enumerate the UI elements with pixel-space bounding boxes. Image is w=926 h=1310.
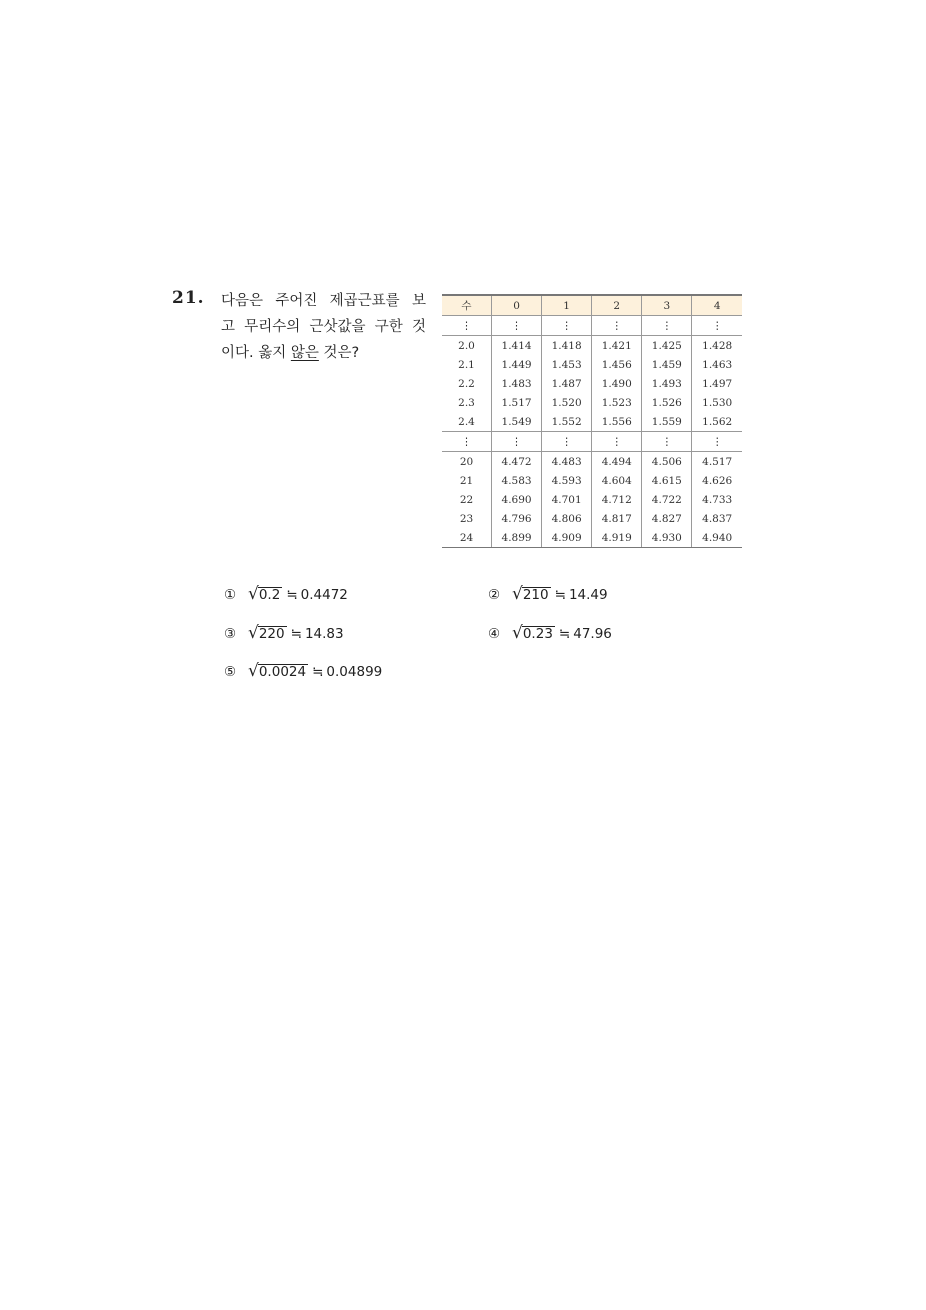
table-cell: 4.909 (542, 528, 592, 548)
table-cell: 1.456 (592, 355, 642, 374)
table-header-cell: 1 (542, 295, 592, 316)
table-cell: 1.483 (492, 374, 542, 393)
table-cell: 4.604 (592, 471, 642, 490)
table-cell: 1.562 (692, 412, 742, 432)
table-cell: ⋮ (492, 432, 542, 452)
choice-value: 47.96 (573, 625, 612, 642)
table-row-label: 23 (459, 512, 474, 525)
table-cell: 4.919 (592, 528, 642, 548)
table-cell: 4.483 (542, 452, 592, 472)
table-cell: 4.701 (542, 490, 592, 509)
stem-line-3-pre: 이다. 옳지 (221, 345, 291, 361)
table-cell: 4.806 (542, 509, 592, 528)
table-cell: ⋮ (642, 316, 692, 336)
table-cell: 1.414 (492, 336, 542, 356)
table-row (442, 316, 742, 336)
table-row-label: 2.1 (458, 358, 475, 371)
approx-symbol: ≒ (554, 586, 566, 603)
table-cell: 1.559 (642, 412, 692, 432)
square-root-table (442, 294, 742, 548)
table-cell: 4.583 (492, 471, 542, 490)
choice-2[interactable] (488, 586, 608, 603)
radical-sign-icon: √ (248, 584, 259, 604)
table-row (442, 509, 742, 528)
table-cell: 4.722 (642, 490, 692, 509)
table-cell: 4.494 (592, 452, 642, 472)
table-cell: 4.733 (692, 490, 742, 509)
table-cell: 4.930 (642, 528, 692, 548)
table-row-label: ⋮ (442, 316, 492, 336)
table-cell: 1.493 (642, 374, 692, 393)
table-cell: 1.556 (592, 412, 642, 432)
table-row-label: 2.4 (442, 412, 492, 432)
table-cell: 1.530 (692, 393, 742, 412)
table-cell: 1.418 (542, 336, 592, 356)
table-header-row (442, 295, 742, 316)
table-row-label: 20 (459, 455, 474, 468)
table-cell: 1.459 (642, 355, 692, 374)
choice-mark: ⑤ (224, 663, 237, 680)
radicand: 210 (522, 587, 549, 603)
choice-mark: ② (488, 586, 501, 603)
radicand: 0.23 (522, 626, 553, 642)
stem-emphasis: 않은 (290, 345, 319, 361)
table-cell: 1.425 (642, 336, 692, 356)
table-cell: 1.453 (542, 355, 592, 374)
table-row-label: 2.3 (458, 396, 475, 409)
table-cell: 1.517 (492, 393, 542, 412)
radical-sign-icon: √ (248, 623, 259, 643)
table-cell: 4.517 (692, 452, 742, 472)
choice-1[interactable] (224, 586, 348, 603)
square-root-expression (248, 625, 287, 642)
table-cell: 1.526 (642, 393, 692, 412)
radicand: 0.2 (258, 587, 281, 603)
stem-line-2: 고 무리수의 근삿값을 구한 것 (221, 319, 426, 335)
table-cell: 1.523 (592, 393, 642, 412)
table-row-label: ⋮ (442, 432, 492, 452)
approx-symbol: ≒ (290, 625, 302, 642)
table-row (442, 490, 742, 509)
table-cell: ⋮ (642, 432, 692, 452)
table-cell: 1.552 (542, 412, 592, 432)
table-cell: 4.615 (642, 471, 692, 490)
choice-mark: ① (224, 586, 237, 603)
table-cell: ⋮ (592, 316, 642, 336)
approx-symbol: ≒ (558, 625, 571, 642)
table-cell: 1.520 (542, 393, 592, 412)
radical-sign-icon: √ (248, 661, 259, 681)
table-header-cell: 4 (692, 295, 742, 316)
table-cell: 4.472 (492, 452, 542, 472)
table-cell: 1.428 (692, 336, 742, 356)
table-row (442, 432, 742, 452)
choice-value: 0.04899 (326, 663, 383, 680)
choice-5[interactable] (224, 663, 382, 680)
table-row-label: 2.0 (458, 339, 475, 352)
table-cell: 4.712 (592, 490, 642, 509)
choice-mark: ③ (224, 625, 237, 642)
table-row (442, 355, 742, 374)
table-cell: 1.487 (542, 374, 592, 393)
table-cell: 4.506 (642, 452, 692, 472)
table-header-cell: 2 (592, 295, 642, 316)
table-row (442, 452, 742, 472)
square-root-expression (512, 586, 551, 603)
table-cell: 4.593 (542, 471, 592, 490)
choice-mark: ④ (488, 625, 501, 642)
choice-4[interactable] (488, 625, 612, 642)
table-cell: ⋮ (542, 316, 592, 336)
table-cell: 1.449 (492, 355, 542, 374)
question-stem (221, 288, 426, 366)
stem-line-1: 다음은 주어진 제곱근표를 보 (221, 293, 426, 309)
table-cell: 4.690 (492, 490, 542, 509)
square-root-expression (512, 625, 555, 642)
table-cell: 4.626 (692, 471, 742, 490)
table-header-cell: 3 (642, 295, 692, 316)
square-root-expression (248, 663, 308, 680)
table-cell: 1.421 (592, 336, 642, 356)
approx-symbol: ≒ (312, 663, 324, 680)
table-cell: 4.796 (492, 509, 542, 528)
table-row-label: 2.2 (458, 377, 475, 390)
table-cell: 1.497 (692, 374, 742, 393)
table-cell: ⋮ (692, 432, 742, 452)
radicand: 220 (258, 626, 285, 642)
choice-value: 14.83 (304, 625, 344, 642)
table-cell: 4.940 (692, 528, 742, 548)
choice-value: 0.4472 (300, 586, 348, 603)
table-row (442, 528, 742, 548)
stem-line-3-post: 것은? (318, 345, 360, 361)
table-cell: 1.549 (492, 412, 542, 432)
stem-line-3 (221, 340, 426, 366)
table-cell: 4.899 (492, 528, 542, 548)
table-row (442, 471, 742, 490)
table-cell: 4.837 (692, 509, 742, 528)
square-root-expression (248, 586, 282, 603)
table-row (442, 374, 742, 393)
table-header-cell: 0 (492, 295, 542, 316)
table-row (442, 336, 742, 356)
table-cell: 1.490 (592, 374, 642, 393)
table-row-label: 21 (459, 474, 474, 487)
radical-sign-icon: √ (512, 623, 523, 643)
question-number: 21. (172, 288, 205, 308)
choice-value: 14.49 (568, 586, 608, 603)
table-row-label: 24 (442, 528, 492, 548)
table-cell: ⋮ (542, 432, 592, 452)
table-cell: 4.827 (642, 509, 692, 528)
table-cell: 1.463 (692, 355, 742, 374)
table-row (442, 393, 742, 412)
choice-3[interactable] (224, 625, 344, 642)
table-row (442, 412, 742, 432)
table-cell: ⋮ (492, 316, 542, 336)
table-cell: ⋮ (692, 316, 742, 336)
approx-symbol: ≒ (286, 586, 298, 603)
table-row-label: 22 (459, 493, 474, 506)
table-cell: 4.817 (592, 509, 642, 528)
radical-sign-icon: √ (512, 584, 523, 604)
radicand: 0.0024 (258, 664, 307, 680)
table-header-cell: 수 (461, 300, 472, 312)
table-cell: ⋮ (592, 432, 642, 452)
